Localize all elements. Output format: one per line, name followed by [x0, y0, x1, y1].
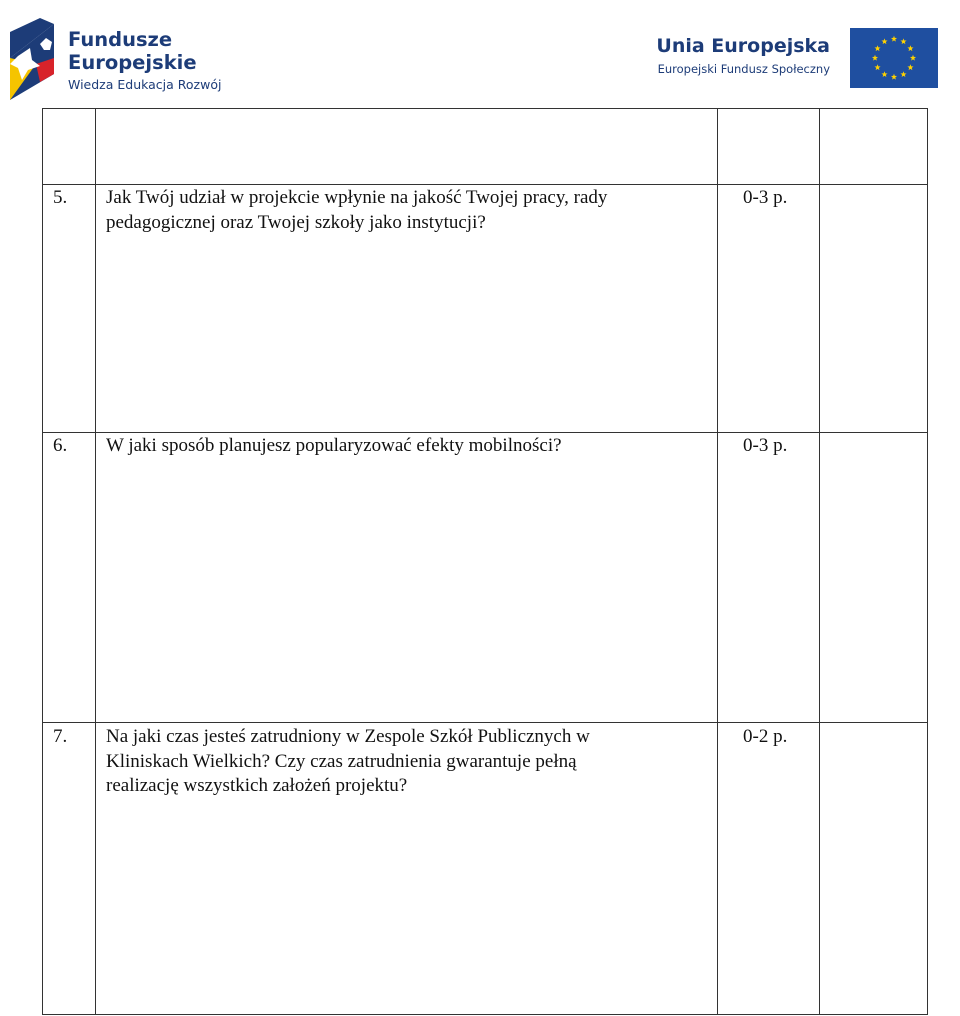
fundusze-europejskie-logo: [10, 18, 250, 100]
row-6-question: [106, 434, 562, 459]
row-5-points: 0-3 p.: [743, 187, 788, 208]
row-7-number: 7.: [53, 726, 68, 747]
row-5-question-line: pedagogicznej oraz Twojej szkoły jako instytucji?: [106, 211, 486, 233]
eu-flag-icon: [850, 28, 938, 88]
row-divider: [43, 184, 927, 185]
row-6-points: 0-3 p.: [743, 435, 788, 456]
row-7-question-line: Na jaki czas jesteś zatrudniony w Zespole Szkół Publicznych w: [106, 726, 590, 747]
row-6-number: 6.: [53, 435, 68, 456]
row-5-number: 5.: [53, 187, 68, 208]
row-7-question-line: Kliniskach Wielkich? Czy czas zatrudnienia gwarantuje pełną: [106, 750, 577, 772]
row-7-points: 0-2 p.: [743, 726, 788, 747]
row-5-question: [106, 186, 607, 235]
fe-logo-subtitle: Wiedza Edukacja Rozwój: [68, 77, 222, 92]
column-divider: [717, 109, 718, 1014]
ue-logo-subtitle: Europejski Fundusz Społeczny: [657, 62, 830, 76]
row-7-question-line: realizację wszystkich założeń projektu?: [106, 775, 408, 796]
row-divider: [43, 722, 927, 723]
fe-logo-title-line1: Fundusze: [68, 28, 173, 51]
column-divider: [819, 109, 820, 1014]
fe-logo-title-line2: Europejskie: [68, 51, 197, 74]
fundusze-europejskie-emblem-icon: [10, 18, 62, 100]
column-divider: [95, 109, 96, 1014]
row-5-question-line: Jak Twój udział w projekcie wpłynie na jakość Twojej pracy, rady: [106, 187, 608, 208]
evaluation-table: [42, 108, 928, 1015]
unia-europejska-logo: [648, 28, 940, 90]
row-divider: [43, 432, 927, 433]
ue-logo-title: Unia Europejska: [656, 35, 830, 57]
row-7-question: [106, 725, 590, 799]
row-6-question-line: W jaki sposób planujesz popularyzować efekty mobilności?: [106, 435, 562, 456]
